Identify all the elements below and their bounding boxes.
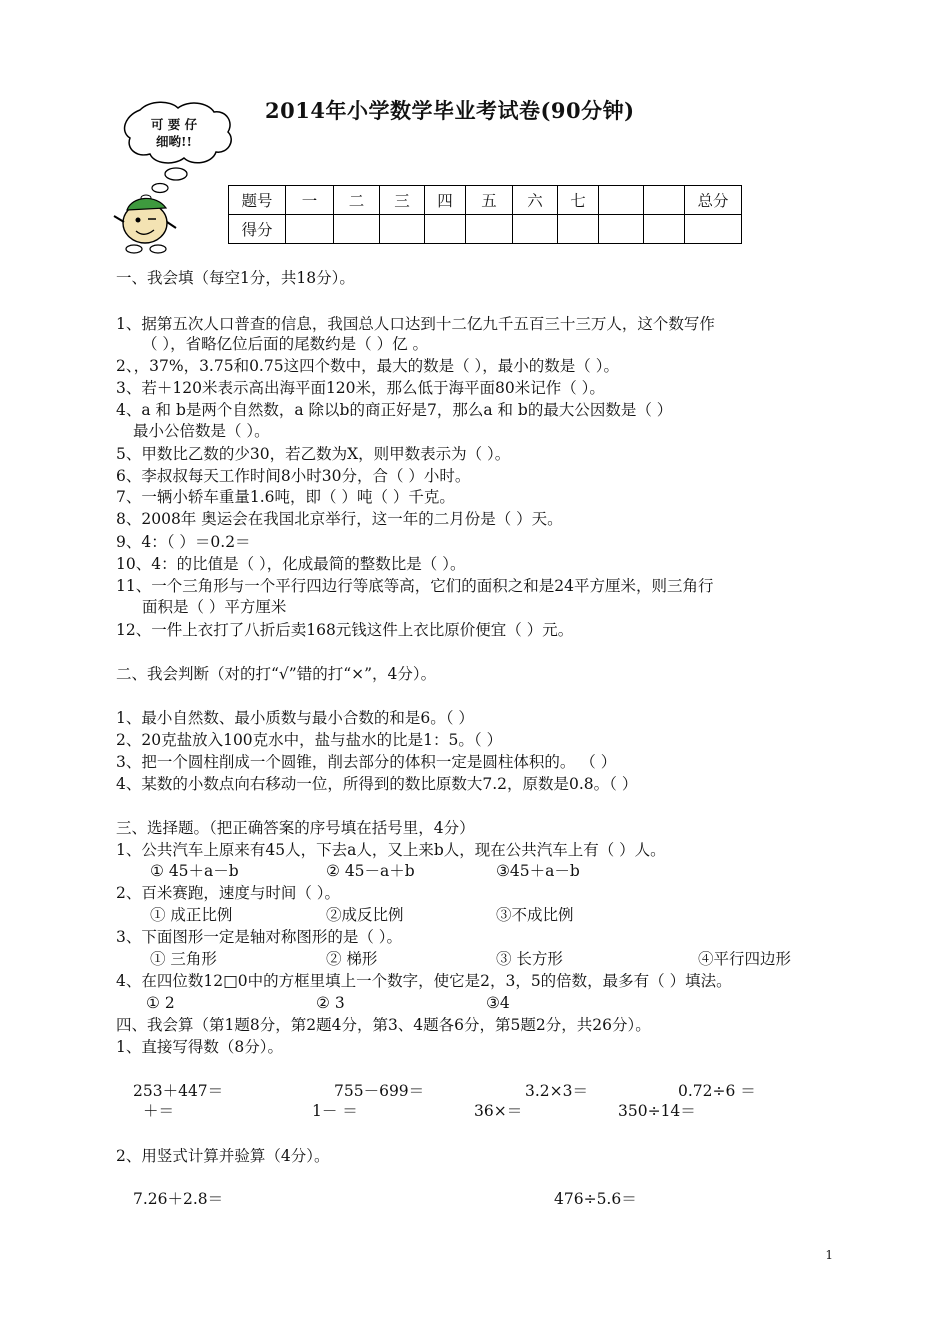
question-line: 6、李叔叔每天工作时间8小时30分，合（ ）小时。 (116, 467, 471, 485)
score-cell[interactable] (380, 215, 425, 244)
option: ② 梯形 (326, 950, 378, 968)
section-4-heading: 四、我会算（第1题8分，第2题4分，第3、4题各6分，第5题2分，共26分）。 (116, 1016, 651, 1034)
score-cell[interactable] (466, 215, 513, 244)
question-line: 1、最小自然数、最小质数与最小合数的和是6。（ ） (116, 709, 474, 727)
calc-item: 476÷5.6＝ (554, 1190, 637, 1208)
score-header-cell: 七 (558, 186, 599, 215)
question-line: 5、甲数比乙数的少30，若乙数为X，则甲数表示为（ ）。 (116, 445, 511, 463)
calc-item: 755－699＝ (334, 1082, 425, 1100)
option: ③不成比例 (496, 906, 574, 924)
question-line: 最小公倍数是（ ）。 (133, 422, 270, 440)
option: ③4 (486, 994, 510, 1012)
question-line: 1、据第五次人口普查的信息，我国总人口达到十二亿九千五百三十三万人，这个数写作 (116, 315, 715, 333)
question-line: 3、下面图形一定是轴对称图形的是（ ）。 (116, 928, 403, 946)
score-header-cell: 四 (425, 186, 466, 215)
score-cell[interactable] (599, 215, 644, 244)
question-line: 8、2008年 奥运会在我国北京举行，这一年的二月份是（ ）天。 (116, 510, 563, 528)
score-header-cell: 六 (513, 186, 558, 215)
score-cell[interactable] (644, 215, 685, 244)
score-header-cell: 一 (286, 186, 334, 215)
section-2-heading: 二、我会判断（对的打“√”错的打“×”，4分）。 (116, 665, 437, 683)
question-line: （ ），省略亿位后面的尾数约是（ ）亿 。 (142, 335, 429, 353)
question-line: 4、在四位数12□0中的方框里填上一个数字，使它是2，3，5的倍数，最多有（ ）填法。 (116, 972, 732, 990)
score-header-cell: 五 (466, 186, 513, 215)
question-line: 2、，37%，3.75和0.75这四个数中，最大的数是（ ），最小的数是（ ）。 (116, 357, 619, 375)
question-line: 9、4：（ ）＝0.2＝ (116, 533, 251, 551)
option: ③45＋a－b (496, 862, 580, 880)
score-header-cell (599, 186, 644, 215)
question-line: 面积是（ ）平方厘米 (142, 598, 287, 616)
score-header-cell: 三 (380, 186, 425, 215)
calc-item: 7.26＋2.8＝ (133, 1190, 224, 1208)
section-1-heading: 一、我会填（每空1分，共18分）。 (116, 269, 355, 287)
score-cell[interactable] (286, 215, 334, 244)
score-header-cell: 题号 (229, 186, 286, 215)
bubble-text-line1: 可 要 仔 (150, 117, 198, 132)
calc-item: 1－ ＝ (312, 1102, 358, 1120)
question-line: 2、20克盐放入100克水中，盐与盐水的比是1：5。（ ） (116, 731, 503, 749)
question-line: 11、一个三角形与一个平行四边行等底等高，它们的面积之和是24平方厘米，则三角行 (116, 577, 714, 595)
question-line: 12、一件上衣打了八折后卖168元钱这件上衣比原价便宜（ ）元。 (116, 621, 574, 639)
score-cell[interactable] (513, 215, 558, 244)
option: ②成反比例 (326, 906, 404, 924)
score-table-header-row (229, 186, 742, 215)
option: ② 3 (316, 994, 345, 1012)
question-line: 7、一辆小轿车重量1.6吨，即（ ）吨（ ）千克。 (116, 488, 455, 506)
calc-item: 3.2×3＝ (525, 1082, 588, 1100)
question-line: 3、若＋120米表示高出海平面120米，那么低于海平面80米记作（ ）。 (116, 379, 605, 397)
score-cell[interactable] (685, 215, 742, 244)
calc-item: 253＋447＝ (133, 1082, 224, 1100)
score-row-label: 得分 (229, 215, 286, 244)
question-line: 10、4：的比值是（ ），化成最简的整数比是（ ）。 (116, 555, 466, 573)
question-line: 4、a 和 b是两个自然数，a 除以b的商正好是7，那么a 和 b的最大公因数是（ ） (116, 401, 673, 419)
calc-item: 350÷14＝ (618, 1102, 696, 1120)
section-3-heading: 三、选择题。（把正确答案的序号填在括号里，4分） (116, 819, 475, 837)
question-line: 3、把一个圆柱削成一个圆锥，削去部分的体积一定是圆柱体积的。 （ ） (116, 753, 617, 771)
option: ③ 长方形 (496, 950, 563, 968)
calc-item: 36×＝ (474, 1102, 523, 1120)
calc-item: ＋＝ (143, 1102, 175, 1120)
sub-heading: 2、用竖式计算并验算（4分）。 (116, 1147, 330, 1165)
score-cell[interactable] (334, 215, 380, 244)
option: ① 45＋a－b (150, 862, 239, 880)
score-table (228, 185, 742, 244)
option: ① 2 (146, 994, 175, 1012)
question-line: 4、某数的小数点向右移动一位，所得到的数比原数大7.2，原数是0.8。（ ） (116, 775, 638, 793)
option: ② 45－a＋b (326, 862, 415, 880)
score-header-cell: 二 (334, 186, 380, 215)
option: ① 成正比例 (150, 906, 233, 924)
option: ① 三角形 (150, 950, 217, 968)
score-header-cell (644, 186, 685, 215)
score-cell[interactable] (558, 215, 599, 244)
score-header-cell: 总分 (685, 186, 742, 215)
page-number: 1 (825, 1248, 833, 1262)
bubble-text-line2: 细哟!! (156, 134, 192, 149)
score-table-score-row (229, 215, 742, 244)
page-title: 2014年小学数学毕业考试卷(90分钟) (265, 98, 635, 123)
sub-heading: 1、直接写得数（8分）。 (116, 1038, 283, 1056)
calc-item: 0.72÷6 ＝ (678, 1082, 756, 1100)
question-line: 1、公共汽车上原来有45人，下去a人，又上来b人，现在公共汽车上有（ ）人。 (116, 841, 666, 859)
question-line: 2、百米赛跑，速度与时间（ ）。 (116, 884, 341, 902)
score-cell[interactable] (425, 215, 466, 244)
option: ④平行四边形 (698, 950, 792, 968)
